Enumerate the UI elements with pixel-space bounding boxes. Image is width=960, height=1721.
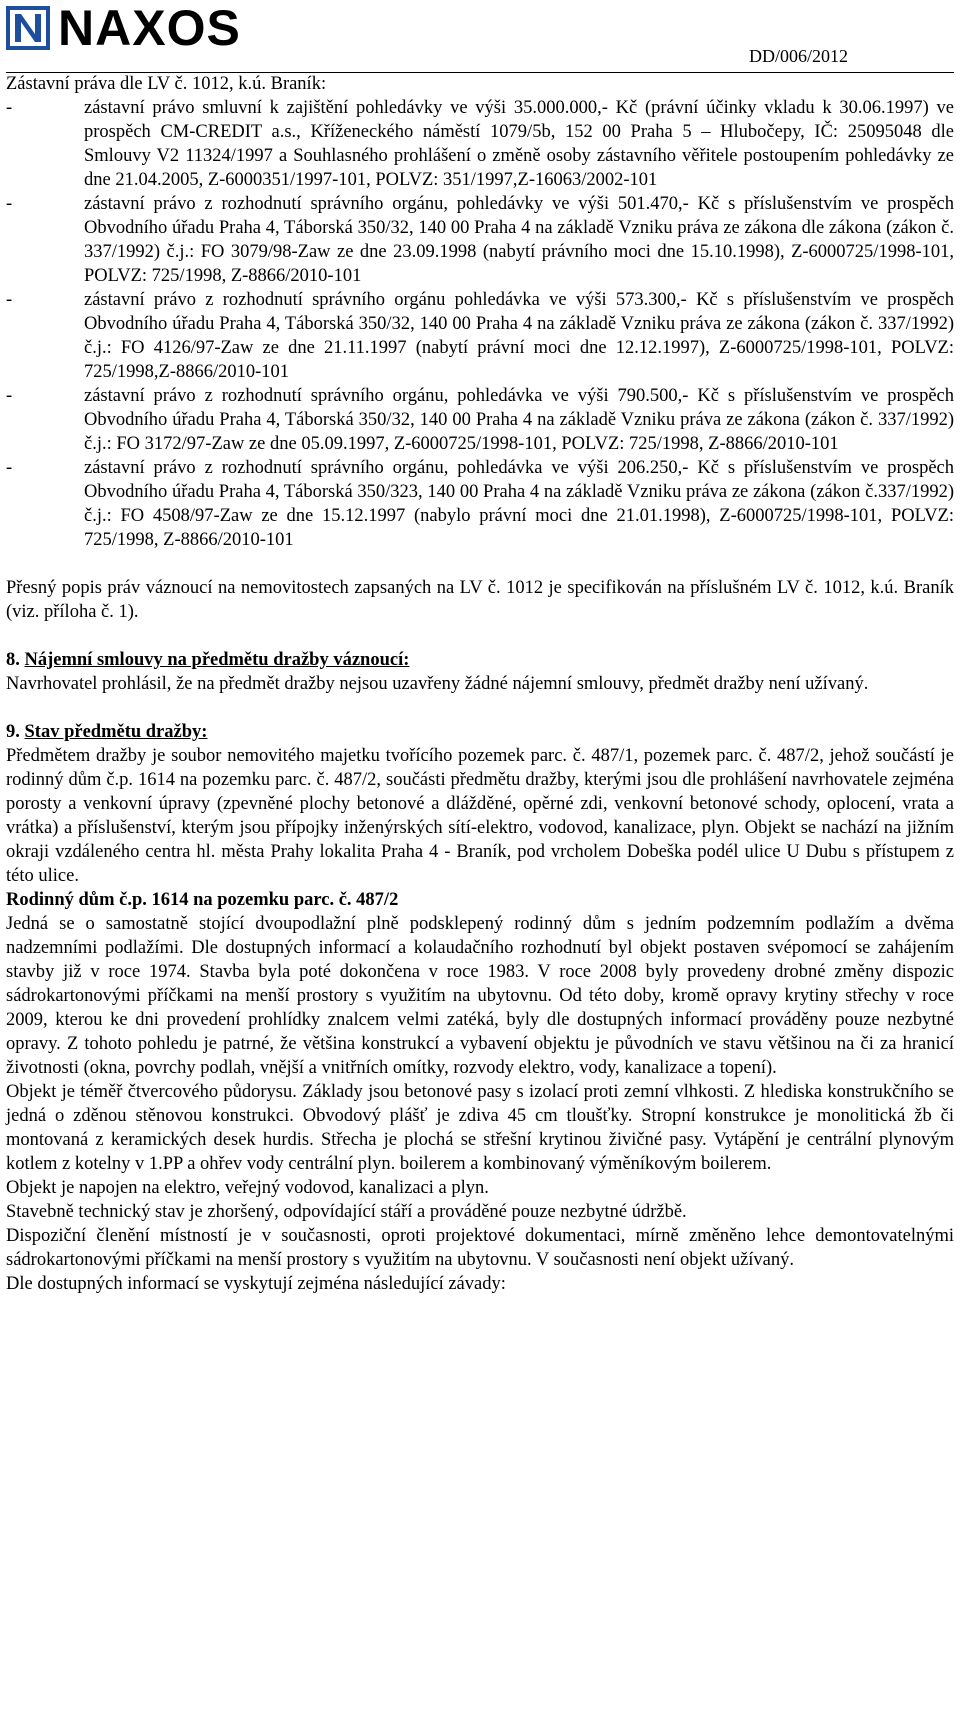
lien-text: zástavní právo z rozhodnutí správního orgánu, pohledávka ve výši 790.500,- Kč s příslušenstvím ve prospěch Obvodního úřadu Praha 4, Táborská 350/32, 140 00 Praha 4 na základě Vzniku práva ze zákona (zákon č. 337/1992) č.j.: FO 3172/97-Zaw ze dne 05.09.1997, Z-6000725/1998-101, POLVZ: 725/1998, Z-8866/2010-101 — [84, 386, 954, 454]
house-heading: Rodinný dům č.p. 1614 na pozemku parc. č. 487/2 — [6, 890, 399, 910]
section-8-heading — [6, 648, 954, 672]
section-9-heading — [6, 720, 954, 744]
list-dash: - — [6, 386, 13, 406]
naxos-logo — [6, 0, 241, 56]
list-dash: - — [6, 194, 13, 214]
section-8-number: 8. — [6, 650, 20, 670]
section-9-title: Stav předmětu dražby: — [24, 722, 208, 742]
lv-note: Přesný popis práv váznoucí na nemovitostech zapsaných na LV č. 1012 je specifikován na příslušném LV č. 1012, k.ú. Braník (viz. příloha č. 1). — [6, 578, 954, 622]
liens-section-title: Zástavní práva dle LV č. 1012, k.ú. Braník: — [6, 74, 327, 94]
house-paragraph: Objekt je téměř čtvercového půdorysu. Základy jsou betonové pasy s izolací proti zemní vlhkosti. Z hlediska konstrukčního se jedná o zděnou stěnovou konstrukci. Obvodový plášť je zdiva 45 cm tloušťky. Stropní konstrukce je monolitická žb či montovaná z keramických desek hurdis. Střecha je plochá se střešní krytinou živičné pasy. Vytápění je centrální plynovým kotlem z kotelny v 1.PP a ohřev vody centrální plyn. boilerem a kombinovaný výměníkovým boilerem. — [6, 1082, 954, 1174]
house-paragraph: Jedná se o samostatně stojící dvoupodlažní plně podsklepený rodinný dům s jedním podzemním podlažím a dvěma nadzemními podlažími. Dle dostupných informací a kolaudačního rozhodnutí byl objekt postaven svépomocí se zahájením stavby již v roce 1974. Stavba byla poté dokončena v roce 1983. V roce 2008 byly provedeny drobné změny dispozic sádrokartonovými příčkami na menší prostory s využitím na ubytovnu. Od této doby, kromě opravy krytiny střechy v roce 2009, kterou ke dni provedení prohlídky znalcem velmi zatéká, byly dle dostupných informací prováděny pouze nezbytné opravy. Z tohoto pohledu je patrné, že většina konstrukcí a vybavení objektu je původních ve stavu většinou na či za hranicí životnosti (okna, povrchy podlah, vnější a vnitřních omítky, rozvody elektro, vody, kanalizace a topení). — [6, 914, 954, 1078]
lien-item — [6, 456, 954, 552]
list-dash: - — [6, 458, 13, 478]
document-id: DD/006/2012 — [749, 46, 848, 66]
lien-item — [6, 96, 954, 192]
house-paragraph: Dispoziční členění místností je v současnosti, oproti projektové dokumentaci, mírně změněno lehce demontovatelnými sádrokartonovými příčkami na menší prostory s využitím na ubytovnu. V současnosti není objekt užívaný. — [6, 1226, 954, 1270]
lien-text: zástavní právo smluvní k zajištění pohledávky ve výši 35.000.000,- Kč (právní účinky vkladu k 30.06.1997) ve prospěch CM-CREDIT a.s., Kříženeckého náměstí 1079/5b, 152 00 Praha 5 – Hlubočepy, IČ: 25095048 dle Smlouvy V2 11324/1997 a Souhlasného prohlášení o změně osoby zástavního věřitele postoupením pohledávky ze dne 21.04.2005, Z-6000351/1997-101, POLVZ: 351/1997,Z-16063/2002-101 — [84, 98, 954, 190]
lien-text: zástavní právo z rozhodnutí správního orgánu, pohledávka ve výši 206.250,- Kč s příslušenstvím ve prospěch Obvodního úřadu Praha 4, Táborská 350/323, 140 00 Praha 4 na základě Vzniku práva ze zákona (zákon č.337/1992) č.j.: FO 4508/97-Zaw ze dne 15.12.1997 (nabylo právní moci dne 21.01.1998), Z-6000725/1998-101, POLVZ: 725/1998, Z-8866/2010-101 — [84, 458, 954, 550]
house-paragraph: Stavebně technický stav je zhoršený, odpovídající stáří a prováděné pouze nezbytné údržbě. — [6, 1202, 687, 1222]
lien-item — [6, 384, 954, 456]
section-8-title: Nájemní smlouvy na předmětu dražby váznoucí: — [24, 650, 410, 670]
lien-item — [6, 288, 954, 384]
lien-item — [6, 192, 954, 288]
brand-name: NAXOS — [58, 0, 241, 56]
naxos-logo-icon — [6, 6, 50, 50]
section-9-number: 9. — [6, 722, 20, 742]
document-body — [6, 72, 954, 1296]
house-paragraph: Dle dostupných informací se vyskytují zejména následující závady: — [6, 1274, 506, 1294]
section-8-text: Navrhovatel prohlásil, že na předmět dražby nejsou uzavřeny žádné nájemní smlouvy, předmět dražby není užívaný. — [6, 674, 869, 694]
section-9-intro: Předmětem dražby je soubor nemovitého majetku tvořícího pozemek parc. č. 487/1, pozemek parc. č. 487/2, jehož součástí je rodinný dům č.p. 1614 na pozemku parc. č. 487/2, součásti předmětu dražby, kterými jsou dle prohlášení navrhovatele zejména porosty a venkovní úpravy (zpevněné plochy betonové a dlážděné, opěrné zdi, venkovní betonové schody, oplocení, vrata a vrátka) a příslušenství, kterým jsou přípojky inženýrských sítí-elektro, vodovod, kanalizace, plyn. Objekt se nachází na jižním okraji vzdáleného centra hl. města Prahy lokalita Praha 4 - Braník, pod vrcholem Dobeška podél ulice U Dubu s přístupem z této ulice. — [6, 746, 954, 886]
lien-text: zástavní právo z rozhodnutí správního orgánu, pohledávky ve výši 501.470,- Kč s příslušenstvím ve prospěch Obvodního úřadu Praha 4, Táborská 350/32, 140 00 Praha 4 na základě Vzniku práva ze zákona dle zákona (zákon č. 337/1992) č.j.: FO 3079/98-Zaw ze dne 23.09.1998 (nabytí právního moci dne 15.10.1998), Z-6000725/1998-101, POLVZ: 725/1998, Z-8866/2010-101 — [84, 194, 954, 286]
lien-text: zástavní právo z rozhodnutí správního orgánu pohledávka ve výši 573.300,- Kč s příslušenstvím ve prospěch Obvodního úřadu Praha 4, Táborská 350/32, 140 00 Praha 4 na základě Vzniku práva ze zákona (zákon č. 337/1992) č.j.: FO 4126/97-Zaw ze dne 21.11.1997 (nabytí právní moci dne 12.12.1997), Z-6000725/1998-101, POLVZ: 725/1998,Z-8866/2010-101 — [84, 290, 954, 382]
house-paragraph: Objekt je napojen na elektro, veřejný vodovod, kanalizaci a plyn. — [6, 1178, 489, 1198]
list-dash: - — [6, 290, 13, 310]
list-dash: - — [6, 98, 13, 118]
